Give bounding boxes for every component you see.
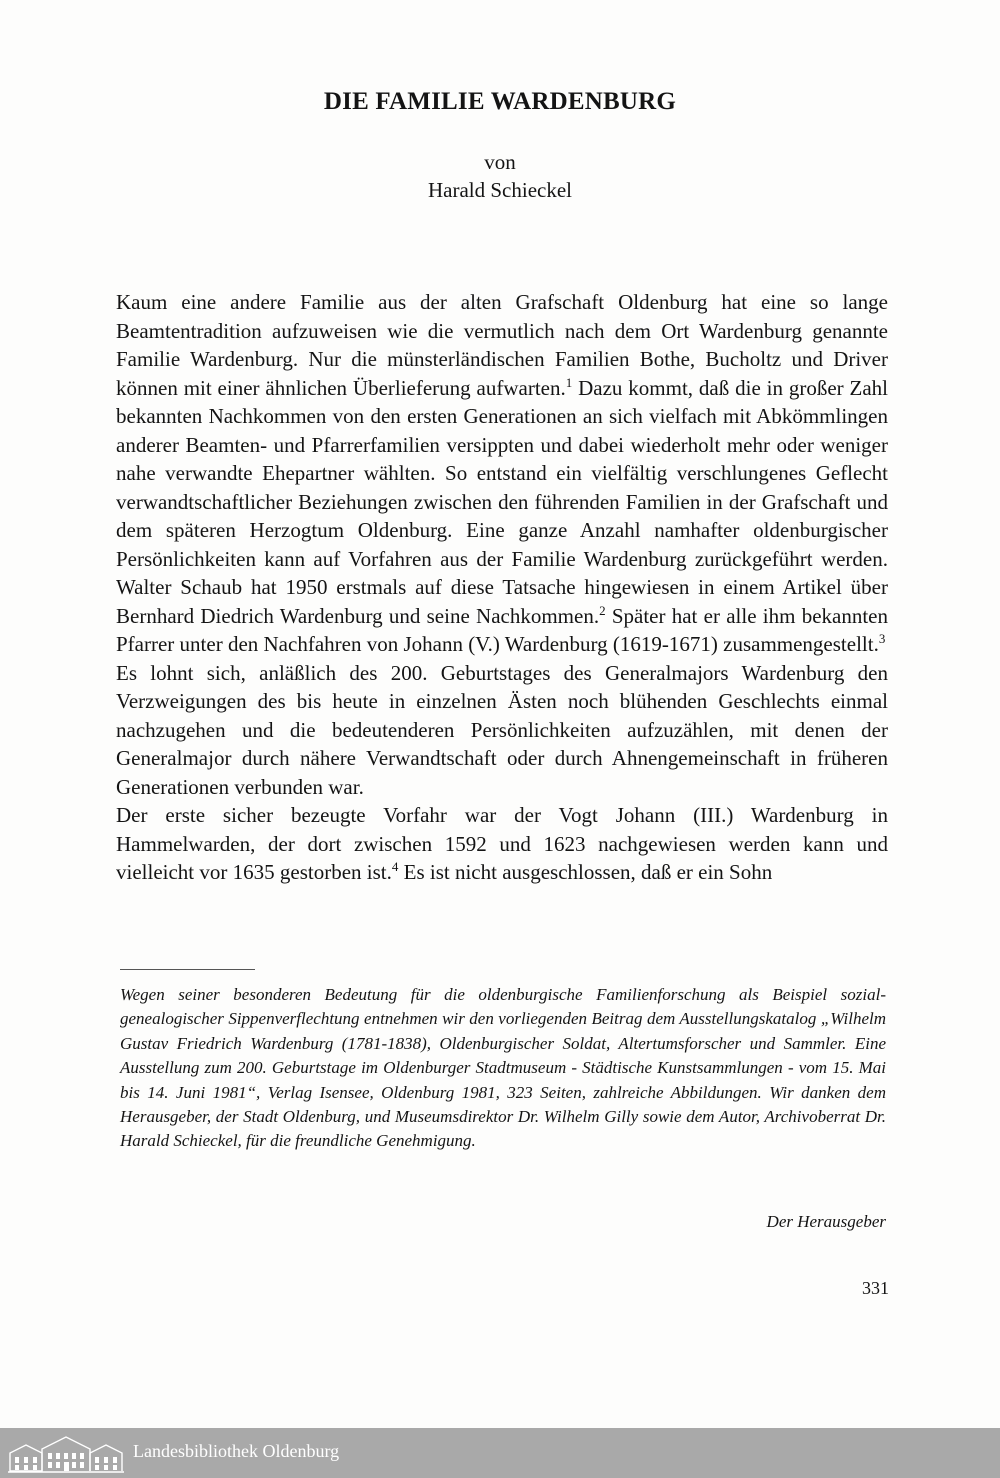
editorial-footnote: Wegen seiner besonderen Bedeutung für die oldenburgische Familienforschung als Beispiel sozial-genealogischer Sippenverflechtung entnehmen wir den vorliegenden Beitrag dem Ausstellungskatalog „Wilhelm Gustav Friedrich Wardenburg (1781-1838), Oldenburgischer Soldat, Altertumsforscher und Sammler. Eine Ausstellung zum 200. Geburtstage im Oldenburger Stadtmuseum - Städtische Kunstsammlungen - vom 15. Mai bis 14. Juni 1981“, Verlag Isensee, Oldenburg 1981, 323 Seiten, zahlreiche Abbildungen. Wir danken dem Herausgeber, der Stadt Oldenburg, und Museumsdirektor Dr. Wilhelm Gilly sowie dem Autor, Archivoberrat Dr. Harald Schieckel, für die freundliche Genehmigung. — [120, 985, 886, 1151]
body-paragraph — [116, 659, 888, 802]
body-text-run: Der erste sicher bezeugte Vorfahr war der Vogt Johann (III.) Wardenburg in Hammelwarden, der dort zwischen 1592 und 1623 nachgewiesen werden kann und vielleicht vor 1635 gestorben ist. — [116, 803, 888, 884]
footnote-marker: 4 — [391, 859, 399, 874]
body-paragraph — [116, 801, 888, 887]
footnote-marker: 3 — [878, 631, 886, 646]
library-name: Landesbibliothek Oldenburg — [133, 1441, 340, 1461]
footnote-separator — [120, 969, 255, 970]
library-building-icon — [6, 1431, 126, 1475]
body-text-run: Später hat er alle ihm bekannten Pfarrer unter den Nachfahren von Johann (V.) Wardenburg (1619-1671) zusammengestellt. — [116, 603, 888, 656]
byline-prefix: von — [484, 150, 516, 174]
body-text-run: Es ist nicht ausgeschlossen, daß er ein Sohn — [398, 860, 773, 884]
body-paragraph — [116, 288, 888, 659]
footer-bar — [0, 1428, 1000, 1478]
article-body — [116, 288, 888, 887]
body-text-run: Es lohnt sich, anläßlich des 200. Geburtstages des Generalmajors Wardenburg den Verzweigungen des bis heute in einzelnen Ästen noch blühenden Geschlechts einmal nachzugehen und die bedeutenderen Persönlichkeiten aufzuzählen, mit denen der Generalmajor durch nähere Verwandtschaft oder durch Ahnengemeinschaft in früheren Generationen verbunden war. — [116, 660, 888, 799]
page-number: 331 — [862, 1278, 889, 1298]
body-text-run: Kaum eine andere Familie aus der alten Grafschaft Oldenburg hat eine so lange Beamtentradition aufzuweisen wie die vermutlich nach dem Ort Wardenburg genannte Familie Wardenburg. Nur die münsterländischen Familien Bothe, Bucholtz und Driver können mit einer ähnlichen Überlieferung aufwarten. — [116, 290, 888, 400]
author-name: Harald Schieckel — [427, 178, 573, 202]
footnote-marker: 2 — [599, 602, 606, 618]
body-text-run: Dazu kommt, daß die in großer Zahl bekannten Nachkommen von den ersten Generationen an sich vielfach mit Abkömmlingen anderer Beamten- und Pfarrerfamilien versippten und dabei wiederholt mehr oder weniger nahe verwandte Ehepartner wählten. So entstand ein vielfältig verschlungenes Geflecht verwandtschaftlicher Beziehungen zwischen den führenden Familien in der Grafschaft und dem späteren Herzogtum Oldenburg. Eine ganze Anzahl namhafter oldenburgischer Persönlichkeiten kann auf Vorfahren aus der Familie Wardenburg zurückgeführt werden. Walter Schaub hat 1950 erstmals auf diese Tatsache hingewiesen in einem Artikel über Bernhard Diedrich Wardenburg und seine Nachkommen. — [116, 375, 888, 628]
footnote-signature: Der Herausgeber — [766, 1212, 886, 1231]
page-title: DIE FAMILIE WARDENBURG — [323, 88, 677, 115]
footnote-marker: 1 — [565, 374, 573, 390]
